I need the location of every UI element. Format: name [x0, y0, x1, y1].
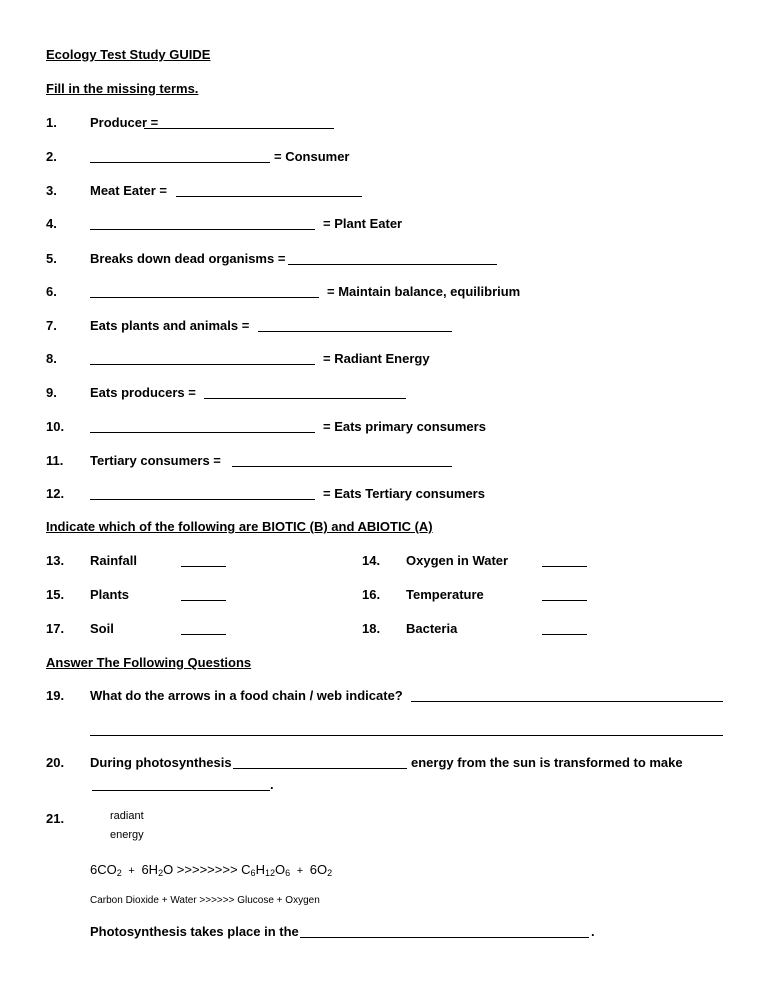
item-number: 19. [46, 688, 65, 703]
item-number: 5. [46, 251, 57, 266]
answer-blank[interactable] [411, 701, 723, 702]
item-text: = Eats primary consumers [323, 419, 486, 434]
item-text: = Maintain balance, equilibrium [327, 284, 521, 299]
item-text: Rainfall [90, 553, 137, 568]
item-number: 10. [46, 419, 65, 434]
answer-blank[interactable] [181, 566, 226, 567]
sentence-end: . [270, 777, 274, 792]
answer-blank[interactable] [232, 466, 452, 467]
item-text: Temperature [406, 587, 484, 602]
answer-blank[interactable] [300, 937, 589, 938]
item-number: 17. [46, 621, 65, 636]
question-text: Photosynthesis takes place in the [90, 924, 299, 939]
question-text: energy from the sun is transformed to make [411, 755, 683, 770]
answer-blank[interactable] [204, 398, 406, 399]
item-number: 16. [362, 587, 381, 602]
item-number: 20. [46, 755, 65, 770]
sentence-end: . [591, 924, 595, 939]
question-text: During photosynthesis [90, 755, 232, 770]
chemical-equation: $6CO_2 + 6H_2O$ >>>>>>>> $C_6H_{12}O_6 + 6O_2$ [90, 862, 333, 878]
item-text: Eats producers = [90, 385, 196, 400]
section-heading-fill-in: Fill in the missing terms. [46, 81, 199, 96]
answer-blank[interactable] [542, 600, 587, 601]
item-number: 7. [46, 318, 57, 333]
item-text: Soil [90, 621, 114, 636]
answer-blank[interactable] [542, 566, 587, 567]
item-text: Bacteria [406, 621, 458, 636]
section-heading-biotic-abiotic: Indicate which of the following are BIOTIC (B) and ABIOTIC (A) [46, 519, 433, 534]
item-text: Tertiary consumers = [90, 453, 221, 468]
item-number: 14. [362, 553, 381, 568]
answer-blank[interactable] [90, 297, 319, 298]
answer-blank[interactable] [144, 128, 334, 129]
answer-blank[interactable] [542, 634, 587, 635]
item-number: 15. [46, 587, 65, 602]
item-number: 8. [46, 351, 57, 366]
item-text: Producer = [90, 115, 159, 130]
word-equation: Carbon Dioxide + Water >>>>>> Glucose + Oxygen [90, 895, 320, 906]
item-text: Meat Eater = [90, 183, 167, 198]
answer-blank[interactable] [90, 229, 315, 230]
item-text: Plants [90, 587, 130, 602]
section-heading-questions: Answer The Following Questions [46, 655, 252, 670]
question-text: What do the arrows in a food chain / web indicate? [90, 688, 403, 703]
item-number: 21. [46, 811, 65, 826]
answer-blank[interactable] [90, 162, 270, 163]
answer-blank[interactable] [176, 196, 362, 197]
item-number: 4. [46, 216, 57, 231]
answer-blank[interactable] [90, 432, 315, 433]
item-number: 3. [46, 183, 57, 198]
answer-blank[interactable] [90, 364, 315, 365]
arrow-label: radiant [110, 810, 144, 822]
page-title: Ecology Test Study GUIDE [46, 47, 211, 62]
item-text: Eats plants and animals = [90, 318, 250, 333]
item-text: Oxygen in Water [406, 553, 509, 568]
item-number: 12. [46, 486, 65, 501]
answer-blank[interactable] [258, 331, 452, 332]
item-number: 18. [362, 621, 381, 636]
item-number: 6. [46, 284, 57, 299]
answer-blank[interactable] [181, 634, 226, 635]
arrow-label: energy [110, 829, 144, 841]
item-text: Breaks down dead organisms = [90, 251, 286, 266]
item-number: 13. [46, 553, 65, 568]
item-number: 9. [46, 385, 57, 400]
answer-blank[interactable] [288, 264, 497, 265]
item-number: 11. [46, 453, 64, 468]
item-text: = Consumer [274, 149, 350, 164]
answer-blank[interactable] [233, 768, 407, 769]
item-text: = Plant Eater [323, 216, 403, 231]
answer-blank[interactable] [92, 790, 270, 791]
answer-blank-line-2[interactable] [90, 735, 723, 736]
item-text: = Eats Tertiary consumers [323, 486, 485, 501]
item-text: = Radiant Energy [323, 351, 430, 366]
item-number: 1. [46, 115, 57, 130]
item-number: 2. [46, 149, 57, 164]
answer-blank[interactable] [90, 499, 315, 500]
answer-blank[interactable] [181, 600, 226, 601]
